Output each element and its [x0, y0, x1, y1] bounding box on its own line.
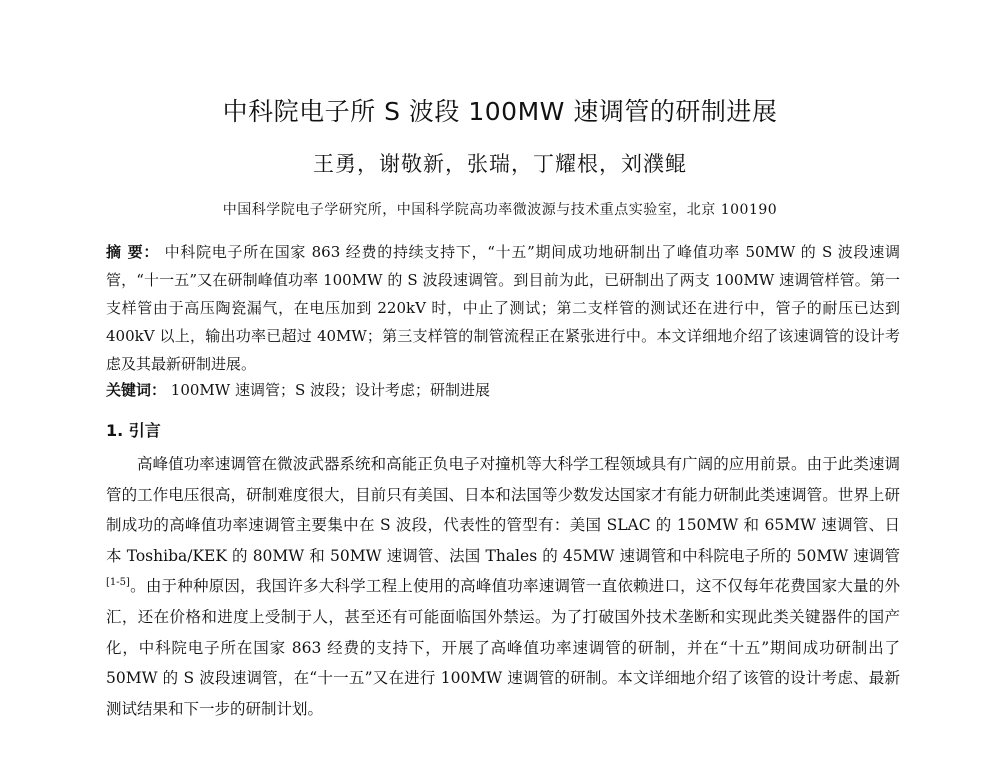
abstract [106, 238, 900, 378]
affiliation: 中国科学院电子学研究所，中国科学院高功率微波源与技术重点实验室，北京 100190 [222, 202, 778, 218]
body-text-part2: 。由于种种原因，我国许多大科学工程上使用的高峰值功率速调管一直依赖进口，这不仅每年花费国家大量的外汇，还在价格和进度上受制于人，甚至还有可能面临国外禁运。为了打破国外技术垄断和实现此类关键器件的国产化，中科院电子所在国家 863 经费的支持下，开展了高峰值功率速调管的研制，并在“十五”期间成功研制出了 50MW 的 S 波段速调管，在“十一五”又在进行 100MW 速调管的研制。本文详细地介绍了该管的设计考虑、最新测试结果和下一步的研制计划。 [106, 577, 900, 718]
abstract-text: 中科院电子所在国家 863 经费的持续支持下，“十五”期间成功地研制出了峰值功率 50MW 的 S 波段速调管，“十一五”又在研制峰值功率 100MW 的 S 波段速调管。到目前为此，已研制出了两支 100MW 速调管样管。第一支样管由于高压陶瓷漏气，在电压加到 220kV 时，中止了测试；第二支样管的测试还在进行中，管子的耐压已达到 400kV 以上，输出功率已超过 40MW；第三支样管的制管流程正在紧张进行中。本文详细地介绍了该速调管的设计考虑及其最新研制进展。 [106, 243, 900, 373]
section-heading: 1. 引言 [106, 421, 161, 440]
author-list: 王勇，谢敬新，张瑞，丁耀根，刘濮鲲 [313, 152, 687, 176]
keywords-text: 100MW 速调管；S 波段；设计考虑；研制进展 [170, 381, 491, 399]
body-paragraph [106, 449, 900, 724]
keywords [106, 376, 900, 404]
abstract-label: 摘 要： [106, 243, 160, 261]
keywords-label: 关键词： [106, 381, 167, 399]
body-text-part1: 高峰值功率速调管在微波武器系统和高能正负电子对撞机等大科学工程领域具有广阔的应用前景。由于此类速调管的工作电压很高，研制难度很大，目前只有美国、日本和法国等少数发达国家才有能力研制此类速调管。世界上研制成功的高峰值功率速调管主要集中在 S 波段，代表性的管型有：美国 SLAC 的 150MW 和 65MW 速调管、日本 Toshiba/KEK 的 80MW 和 50MW 速调管、法国 Thales 的 45MW 速调管和中科院电子所的 50MW 速调管 [106, 455, 900, 565]
paper-title: 中科院电子所 S 波段 100MW 速调管的研制进展 [222, 97, 778, 126]
citation-ref: [1-5] [106, 577, 130, 589]
